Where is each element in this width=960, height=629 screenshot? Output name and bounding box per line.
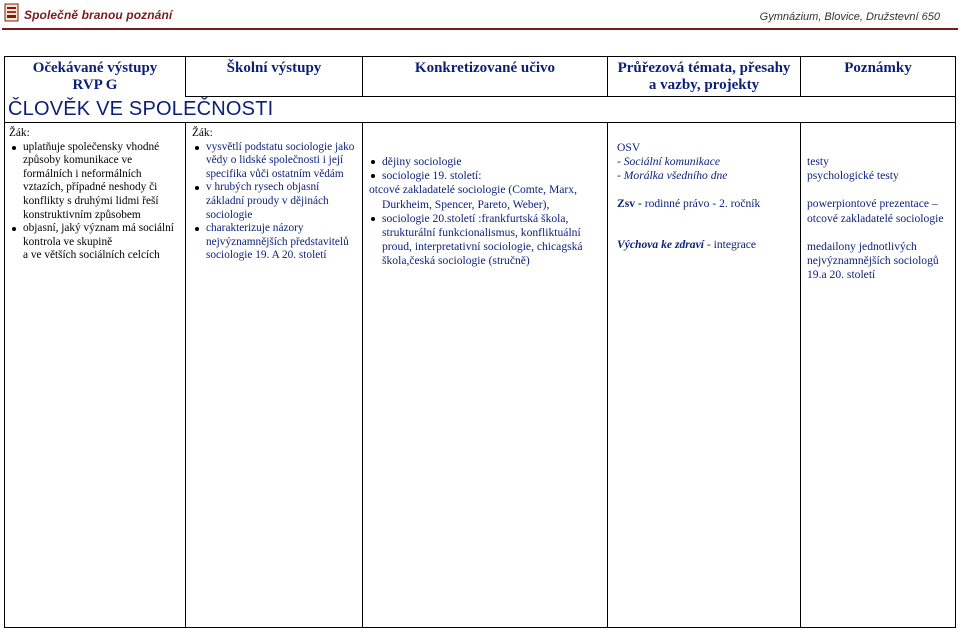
header-title: Společně branou poznání (24, 8, 173, 22)
col-header-expected-line2: RVP G (72, 77, 118, 93)
header-school: Gymnázium, Blovice, Družstevní 650 (759, 11, 940, 23)
section-title: ČLOVĚK VE SPOLEČNOSTI (8, 98, 274, 120)
osv-item: - Morálka všedního dne (617, 169, 728, 182)
table-border-bottom (4, 627, 955, 628)
col-header-notes (801, 60, 955, 77)
col-divider-1b (185, 122, 186, 628)
note-item: testy (807, 155, 829, 168)
table-border-top (4, 56, 955, 57)
list-item: charakterizuje názory nejvýznamnějších představitelů sociologie 19. A 20. století (192, 222, 358, 263)
osv-item: - Sociální komunikace (617, 155, 721, 168)
col-divider-2b (362, 122, 363, 628)
zsv-text: rodinné právo - 2. ročník (641, 197, 761, 210)
list-item-continuation: otcové zakladatelé sociologie (Comte, Marx, Durkheim, Spencer, Pareto, Weber), (369, 183, 577, 211)
section-divider (4, 122, 955, 123)
page-header (0, 0, 960, 34)
col-header-expected-line1: Očekávané výstupy (32, 60, 158, 76)
school-logo-icon (4, 3, 19, 22)
cell-notes (807, 155, 952, 282)
list-item: dějiny sociologie (368, 155, 604, 169)
note-item: medailony jednotlivých nejvýznamnějších sociologů 19.a 20. století (807, 239, 939, 282)
cell-content (368, 155, 604, 269)
list-item: vysvětlí podstatu sociologie jako vědy o lidské společnosti i její specifika vůči ostatním vědám (192, 141, 358, 182)
col-header-underline (185, 96, 955, 97)
list-item: objasní, jaký význam má sociální kontrola ve skupině (9, 222, 181, 249)
expected-outcomes-list (9, 141, 181, 250)
col-divider-4b (800, 122, 801, 628)
cell-crosscutting (617, 141, 797, 252)
col-divider-3b (607, 122, 608, 628)
list-item-text: sociologie 19. století: (382, 169, 482, 183)
note-item: powerpiontové prezentace – otcové zakladatelé sociologie (807, 197, 944, 225)
vyz-line (617, 238, 797, 252)
cell-expected-outcomes (9, 127, 181, 263)
list-item: sociologie 20.století :frankfurtská škola, strukturální funkcionalismus, konfliktuální proud, interpretativní sociologie, chicagská škola,česká sociologie (stručně) (368, 212, 604, 269)
col-header-school (186, 60, 362, 77)
table-border-left (4, 56, 5, 628)
col-header-notes-text: Poznámky (844, 60, 912, 76)
col-header-crosscutting (608, 60, 800, 94)
col-header-content-text: Konkretizované učivo (414, 60, 556, 76)
table-border-right (955, 56, 956, 628)
col-header-content (363, 60, 607, 77)
zsv-line (617, 197, 797, 211)
osv-label: OSV (617, 141, 641, 154)
header-divider (2, 28, 958, 30)
content-list-2 (368, 212, 604, 269)
col-header-school-text: Školní výstupy (226, 60, 322, 76)
list-item (368, 169, 604, 183)
zsv-label: Zsv - (617, 197, 642, 210)
school-outcomes-list (192, 141, 358, 263)
list-item-continuation: a ve větších sociálních celcích (23, 249, 160, 262)
list-item: v hrubých rysech objasní základní proudy v dějinách sociologie (192, 181, 358, 222)
vyz-text: - integrace (703, 238, 757, 251)
pupil-label: Žák: (9, 127, 30, 139)
col-header-crosscutting-line2: a vazby, projekty (648, 77, 760, 93)
col-header-expected (6, 60, 184, 94)
pupil-label: Žák: (192, 127, 213, 139)
note-item: psychologické testy (807, 169, 899, 183)
content-list (368, 155, 604, 183)
vyz-label: Výchova ke zdraví (617, 238, 704, 251)
cell-school-outcomes (192, 127, 358, 263)
col-header-crosscutting-line1: Průřezová témata, přesahy (617, 60, 791, 76)
list-item: uplatňuje společensky vhodné způsoby komunikace ve formálních i neformálních vztazích, případné neshody či konflikty s druhými lidmi řeší konstruktivním způsobem (9, 141, 181, 223)
